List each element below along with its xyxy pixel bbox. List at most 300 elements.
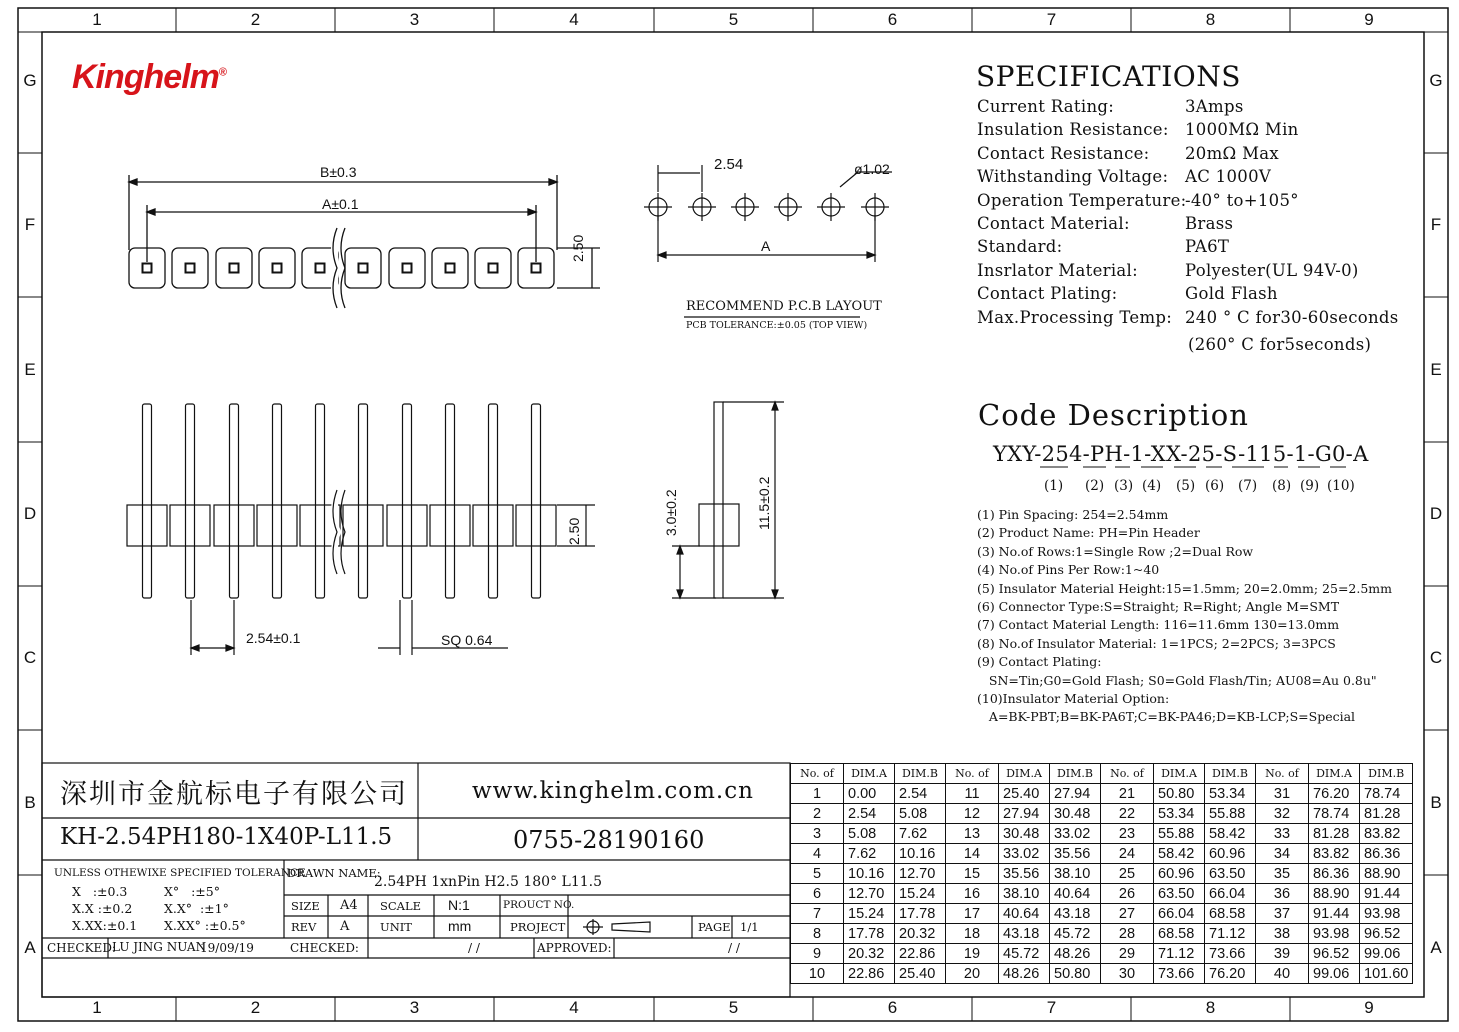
table-row [791, 944, 1413, 964]
dim-b-cell: 71.12 [1205, 924, 1256, 944]
dim-b-cell: 43.18 [1050, 904, 1101, 924]
spec-label: Contact Material: [977, 214, 1130, 233]
spec-label: Insrlator Material: [977, 260, 1138, 280]
dim-no-cell: 14 [946, 844, 999, 864]
dim-a-cell: 76.20 [1309, 784, 1360, 804]
dim-b-cell: 15.24 [895, 884, 946, 904]
dim-a-cell: 33.02 [999, 844, 1050, 864]
dim-table-header: DIM.B [1050, 764, 1101, 784]
rev-label: REV [291, 920, 317, 934]
approved-label: APPROVED: [537, 941, 612, 955]
zone-label-bottom: 7 [1046, 998, 1057, 1017]
size-label: SIZE [291, 899, 320, 913]
top-pin-square [489, 264, 498, 273]
spec-value: (260° C for5seconds) [1188, 335, 1372, 354]
page-value: 1/1 [740, 920, 759, 934]
code-marker: (3) [1114, 478, 1134, 494]
dim-no-cell: 15 [946, 864, 999, 884]
product-label: PROUCT NO. [503, 899, 575, 911]
dim-no-cell: 12 [946, 804, 999, 824]
dim-b-cell: 33.02 [1050, 824, 1101, 844]
dim-a-cell: 99.06 [1309, 964, 1360, 984]
spec-row [1188, 335, 1371, 354]
zone-label-top: 9 [1364, 10, 1374, 29]
pcb-pitch-label: 2.54 [714, 156, 744, 173]
dim-b-cell: 86.36 [1360, 844, 1413, 864]
dim-no-cell: 11 [946, 784, 999, 804]
dim-no-cell: 22 [1101, 804, 1154, 824]
zone-label-right: D [1429, 504, 1443, 523]
code-marker: (6) [1205, 478, 1225, 494]
top-view [129, 175, 600, 308]
dim-a-cell: 78.74 [1309, 804, 1360, 824]
dim-b-cell: 101.60 [1360, 964, 1413, 984]
code-description-line: (10)Insulator Material Option: [977, 691, 1170, 706]
dim-a-cell: 68.58 [1154, 924, 1205, 944]
tolerance-angular: X.XX° :±0.5° [164, 918, 246, 933]
dim-a-cell: 50.80 [1154, 784, 1205, 804]
code-string: YXY-254-PH-1-XX-25-S-115-1-G0-A [993, 442, 1369, 466]
dim-no-cell: 16 [946, 884, 999, 904]
dim-a-cell: 43.18 [999, 924, 1050, 944]
front-pin [403, 404, 412, 598]
website: www.kinghelm.com.cn [472, 778, 754, 804]
code-marker: (9) [1300, 478, 1320, 494]
code-description-line: (5) Insulator Material Height:15=1.5mm; 20=2.0mm; 25=2.5mm [977, 580, 1392, 596]
zone-label-top: 7 [1046, 10, 1057, 29]
dim-b-cell: 5.08 [895, 804, 946, 824]
dim-a-cell: 45.72 [999, 944, 1050, 964]
size-value: A4 [340, 898, 358, 913]
code-description-line: (3) No.of Rows:1=Single Row ;2=Dual Row [977, 543, 1254, 559]
code-description-line: (7) Contact Material Length: 116=11.6mm 130=13.0mm [977, 617, 1340, 633]
table-row [791, 844, 1413, 864]
zone-label-top: 2 [250, 10, 261, 29]
dim-no-cell: 17 [946, 904, 999, 924]
top-pin-housing [216, 248, 252, 288]
zone-label-bottom: 3 [409, 998, 420, 1017]
dim-b-cell: 99.06 [1360, 944, 1413, 964]
top-pin-square [446, 264, 455, 273]
side-height-label: 2.50 [566, 517, 582, 545]
spec-value: PA6T [1185, 237, 1230, 257]
dim-b-cell: 45.72 [1050, 924, 1101, 944]
pcb-title: RECOMMEND P.C.B LAYOUT [686, 299, 882, 314]
dim-table-header: No. of [1256, 764, 1309, 784]
dim-table-header: DIM.B [1360, 764, 1413, 784]
tolerance-angular: X.X° :±1° [164, 901, 229, 916]
zone-label-right: C [1429, 648, 1443, 667]
dim-no-cell: 13 [946, 824, 999, 844]
dim-b-cell: 30.48 [1050, 804, 1101, 824]
code-marker: (1) [1044, 478, 1064, 494]
table-row [791, 904, 1413, 924]
unit-value: mm [448, 918, 472, 934]
top-pin-square [532, 264, 541, 273]
front-pin [489, 404, 498, 598]
top-pin-housing [172, 248, 208, 288]
dim-a-cell: 55.88 [1154, 824, 1205, 844]
dim-table-header: DIM.A [999, 764, 1050, 784]
rev-value: A [340, 919, 350, 934]
sq-dim-label: SQ 0.64 [441, 632, 493, 648]
dim-b-cell: 55.88 [1205, 804, 1256, 824]
dim-no-cell: 6 [791, 884, 844, 904]
zone-label-bottom: 8 [1205, 998, 1216, 1017]
spec-label: Insulation Resistance: [977, 120, 1169, 140]
front-pin [532, 404, 541, 598]
dim-b-cell: 60.96 [1205, 844, 1256, 864]
dim-table-header: DIM.A [844, 764, 895, 784]
spec-label: Current Rating: [977, 97, 1115, 116]
top-height-label: 2.50 [570, 234, 586, 262]
scale-value: N:1 [448, 897, 470, 913]
dim-a-cell: 91.44 [1309, 904, 1360, 924]
dim-no-cell: 30 [1101, 964, 1154, 984]
dim-a-cell: 73.66 [1154, 964, 1205, 984]
dim-no-cell: 38 [1256, 924, 1309, 944]
dim-no-cell: 18 [946, 924, 999, 944]
dim-a-label: A±0.1 [322, 196, 359, 212]
dim-no-cell: 36 [1256, 884, 1309, 904]
dim-no-cell: 40 [1256, 964, 1309, 984]
top-pin-square [186, 264, 195, 273]
table-row [791, 784, 1413, 804]
front-pin [143, 404, 152, 598]
code-marker: (2) [1085, 478, 1105, 494]
dim-a-cell: 63.50 [1154, 884, 1205, 904]
zone-label-left: D [23, 504, 37, 523]
spec-value: 240 ° C for30-60seconds [1185, 307, 1399, 327]
table-row [791, 824, 1413, 844]
dim-a-cell: 60.96 [1154, 864, 1205, 884]
checked1-label: CHECKED: [47, 941, 116, 955]
dim-no-cell: 27 [1101, 904, 1154, 924]
front-pin [230, 404, 239, 598]
zone-label-right: A [1430, 938, 1442, 957]
zone-label-right: F [1430, 215, 1442, 234]
spec-label: Standard: [977, 237, 1063, 257]
dim-a-cell: 25.40 [999, 784, 1050, 804]
code-description-line: (4) No.of Pins Per Row:1~40 [977, 562, 1160, 578]
dim-b-cell: 53.34 [1205, 784, 1256, 804]
dim-table-header: No. of [1101, 764, 1154, 784]
dim-b-cell: 96.52 [1360, 924, 1413, 944]
dim-no-cell: 8 [791, 924, 844, 944]
dim-a-cell: 48.26 [999, 964, 1050, 984]
zone-label-top: 4 [569, 10, 579, 29]
part-number: KH-2.54PH180-1X40P-L11.5 [60, 824, 393, 850]
code-description-line: (6) Connector Type:S=Straight; R=Right; Angle M=SMT [977, 599, 1340, 614]
spec-row [977, 191, 1299, 210]
dim-no-cell: 35 [1256, 864, 1309, 884]
front-pin [316, 404, 325, 598]
dim-a-cell: 5.08 [844, 824, 895, 844]
code-title: Code Description [978, 398, 1249, 432]
dim-no-cell: 28 [1101, 924, 1154, 944]
dim-a-cell: 58.42 [1154, 844, 1205, 864]
zone-label-top: 1 [92, 10, 102, 29]
zone-label-left: E [24, 359, 36, 379]
zone-label-bottom: 2 [250, 998, 261, 1017]
spec-value: Gold Flash [1185, 284, 1278, 304]
spec-row [977, 97, 1244, 116]
dim-table-header: DIM.B [1205, 764, 1256, 784]
dim-a-cell: 12.70 [844, 884, 895, 904]
spec-label: Max.Processing Temp: [977, 307, 1173, 327]
front-pin [446, 404, 455, 598]
zone-label-left: F [24, 215, 36, 234]
dim-no-cell: 33 [1256, 824, 1309, 844]
front-pin-housing [516, 505, 556, 546]
code-marker: (4) [1142, 478, 1162, 494]
dim-a-cell: 7.62 [844, 844, 895, 864]
tolerance-linear: X.X :±0.2 [72, 901, 133, 916]
dim-b-cell: 48.26 [1050, 944, 1101, 964]
dim-b-cell: 73.66 [1205, 944, 1256, 964]
dim-table-header: No. of [791, 764, 844, 784]
dim-b-cell: 58.42 [1205, 824, 1256, 844]
dim-a-cell: 66.04 [1154, 904, 1205, 924]
spec-value: 1000MΩ Min [1185, 120, 1299, 140]
pitch-dim-label: 2.54±0.1 [246, 630, 301, 646]
zone-label-top: 5 [728, 10, 739, 29]
table-row [791, 924, 1413, 944]
dim-a-cell: 20.32 [844, 944, 895, 964]
dim-a-cell: 88.90 [1309, 884, 1360, 904]
spec-row [977, 284, 1278, 303]
code-description-line: SN=Tin;G0=Gold Flash; S0=Gold Flash/Tin; AU08=Au 0.8u" [977, 672, 1377, 688]
zone-label-bottom: 6 [887, 998, 898, 1017]
tolerance-linear: X.XX:±0.1 [72, 918, 138, 933]
front-pin-housing [127, 505, 167, 546]
dim-no-cell: 32 [1256, 804, 1309, 824]
dim-b-cell: 63.50 [1205, 864, 1256, 884]
company-name: 深圳市金航标电子有限公司 [60, 779, 408, 810]
dim-table-header: DIM.A [1154, 764, 1205, 784]
dim-b-cell: 50.80 [1050, 964, 1101, 984]
top-pin-housing [432, 248, 468, 288]
dim-no-cell: 4 [791, 844, 844, 864]
dim-no-cell: 37 [1256, 904, 1309, 924]
top-pin-housing [345, 248, 381, 288]
spec-value: 20mΩ Max [1185, 143, 1280, 163]
zone-label-bottom: 9 [1364, 998, 1374, 1017]
dim-a-cell: 40.64 [999, 904, 1050, 924]
dim-no-cell: 21 [1101, 784, 1154, 804]
dim-b-cell: 93.98 [1360, 904, 1413, 924]
spec-value: -40° to+105° [1185, 190, 1299, 210]
dim-no-cell: 23 [1101, 824, 1154, 844]
code-description-line: (8) No.of Insulator Material: 1=1PCS; 2=2PCS; 3=3PCS [977, 635, 1336, 651]
dim-no-cell: 31 [1256, 784, 1309, 804]
zone-label-left: C [23, 648, 37, 667]
dim-no-cell: 10 [791, 964, 844, 984]
top-pin-housing [389, 248, 425, 288]
zone-label-left: B [24, 792, 36, 812]
dim-b-cell: 27.94 [1050, 784, 1101, 804]
top-pin-housing [475, 248, 511, 288]
dim-b-cell: 66.04 [1205, 884, 1256, 904]
zone-label-right: E [1430, 359, 1442, 379]
front-pin-housing [170, 505, 210, 546]
dim-no-cell: 5 [791, 864, 844, 884]
dim-a-cell: 30.48 [999, 824, 1050, 844]
dim-a-cell: 10.16 [844, 864, 895, 884]
dim-no-cell: 1 [791, 784, 844, 804]
side-low-label: 3.0±0.2 [663, 489, 679, 536]
checked2-label: CHECKED: [290, 941, 359, 955]
kinghelm-logo: Kinghelm® [72, 58, 227, 96]
dim-a-cell: 38.10 [999, 884, 1050, 904]
dim-a-cell: 2.54 [844, 804, 895, 824]
dim-no-cell: 19 [946, 944, 999, 964]
dim-b-cell: 2.54 [895, 784, 946, 804]
code-marker: (8) [1272, 478, 1292, 494]
break-line [341, 228, 345, 308]
dim-b-cell: 12.70 [895, 864, 946, 884]
zone-label-bottom: 4 [569, 998, 579, 1017]
checked1-name: LU JING NUAN [112, 940, 207, 954]
dim-a-cell: 22.86 [844, 964, 895, 984]
pcb-tolerance: PCB TOLERANCE:±0.05 (TOP VIEW) [686, 320, 868, 331]
pcb-dim-label: A [761, 238, 771, 254]
tolerance-title: UNLESS OTHEWIXE SPECIFIED TOLERANCE [54, 867, 306, 879]
dim-table-header: DIM.A [1309, 764, 1360, 784]
top-pin-square [359, 264, 368, 273]
dim-a-cell: 71.12 [1154, 944, 1205, 964]
spec-row [977, 144, 1279, 163]
dim-no-cell: 26 [1101, 884, 1154, 904]
side-total-label: 11.5±0.2 [756, 476, 772, 530]
spec-value: 3Amps [1185, 97, 1244, 116]
spec-row [977, 308, 1399, 327]
dim-table-header: DIM.B [895, 764, 946, 784]
spec-value: AC 1000V [1185, 167, 1272, 187]
dim-no-cell: 9 [791, 944, 844, 964]
phone: 0755-28190160 [513, 826, 705, 854]
top-pin-square [230, 264, 239, 273]
dim-b-cell: 38.10 [1050, 864, 1101, 884]
dim-b-cell: 7.62 [895, 824, 946, 844]
zone-label-right: B [1430, 792, 1442, 812]
dim-a-cell: 53.34 [1154, 804, 1205, 824]
dim-no-cell: 2 [791, 804, 844, 824]
dim-b-label: B±0.3 [320, 164, 357, 180]
zone-label-bottom: 5 [728, 998, 739, 1017]
dim-b-cell: 81.28 [1360, 804, 1413, 824]
dim-a-cell: 0.00 [844, 784, 895, 804]
drawn-value: 2.54PH 1xnPin H2.5 180° L11.5 [374, 874, 602, 890]
spec-row [977, 237, 1229, 256]
code-description-line: (1) Pin Spacing: 254=2.54mm [977, 507, 1169, 522]
code-marker: (5) [1176, 478, 1196, 494]
code-description-line: (9) Contact Plating: [977, 654, 1102, 670]
page-label: PAGE [698, 920, 731, 934]
unit-label: UNIT [380, 920, 412, 934]
front-pin-housing [430, 505, 470, 546]
zone-label-bottom: 1 [92, 998, 102, 1017]
spec-row [977, 214, 1233, 233]
code-description-line: A=BK-PBT;B=BK-PA6T;C=BK-PA46;D=KB-LCP;S=Special [977, 709, 1356, 725]
front-pin [359, 404, 368, 598]
spec-label: Contact Resistance: [977, 143, 1150, 163]
spec-label: Operation Temperature: [977, 190, 1187, 210]
dim-a-cell: 83.82 [1309, 844, 1360, 864]
front-pin-housing [387, 505, 427, 546]
spec-value: Brass [1185, 214, 1234, 233]
zone-label-top: 8 [1205, 10, 1216, 29]
dim-b-cell: 22.86 [895, 944, 946, 964]
code-description-line: (2) Product Name: PH=Pin Header [977, 525, 1200, 541]
pcb-hole-label: ø1.02 [854, 161, 890, 177]
dim-b-cell: 17.78 [895, 904, 946, 924]
tolerance-linear: X :±0.3 [72, 884, 128, 899]
scale-label: SCALE [380, 899, 422, 913]
dim-no-cell: 29 [1101, 944, 1154, 964]
front-pin-housing [257, 505, 297, 546]
spec-row [977, 167, 1271, 186]
zone-label-left: A [24, 938, 36, 957]
dim-no-cell: 39 [1256, 944, 1309, 964]
spec-row [977, 261, 1359, 280]
dim-no-cell: 3 [791, 824, 844, 844]
front-pin-housing [214, 505, 254, 546]
zone-label-top: 6 [887, 10, 898, 29]
top-pin-square [273, 264, 282, 273]
dim-no-cell: 24 [1101, 844, 1154, 864]
dim-b-cell: 20.32 [895, 924, 946, 944]
dim-a-cell: 27.94 [999, 804, 1050, 824]
table-row [791, 864, 1413, 884]
checked2-date: / / [468, 941, 480, 955]
top-pin-square [316, 264, 325, 273]
zone-label-right: G [1429, 70, 1443, 90]
front-pin [273, 404, 282, 598]
table-row [791, 964, 1413, 984]
dim-b-cell: 68.58 [1205, 904, 1256, 924]
code-marker: (10) [1327, 478, 1355, 494]
spec-row [977, 120, 1299, 139]
zone-label-left: G [23, 70, 37, 90]
dim-a-cell: 96.52 [1309, 944, 1360, 964]
table-row [791, 804, 1413, 824]
dim-no-cell: 20 [946, 964, 999, 984]
dim-a-cell: 86.36 [1309, 864, 1360, 884]
top-pin-square [143, 264, 152, 273]
tolerance-angular: X° :±5° [164, 884, 220, 899]
dim-no-cell: 34 [1256, 844, 1309, 864]
front-view [127, 404, 595, 655]
checked1-date: 19/09/19 [200, 941, 254, 955]
drawn-label: DRAWN NAME: [287, 866, 381, 880]
approved-date: / / [728, 941, 740, 955]
specs-title: SPECIFICATIONS [976, 60, 1241, 93]
dim-b-cell: 78.74 [1360, 784, 1413, 804]
dim-b-cell: 25.40 [895, 964, 946, 984]
dim-no-cell: 25 [1101, 864, 1154, 884]
front-pin-housing [343, 505, 383, 546]
dim-b-cell: 35.56 [1050, 844, 1101, 864]
dim-table-header: No. of [946, 764, 999, 784]
dim-b-cell: 83.82 [1360, 824, 1413, 844]
dim-b-cell: 76.20 [1205, 964, 1256, 984]
dim-no-cell: 7 [791, 904, 844, 924]
dim-a-cell: 35.56 [999, 864, 1050, 884]
spec-label: Contact Plating: [977, 284, 1118, 304]
dim-b-cell: 91.44 [1360, 884, 1413, 904]
top-pin-square [403, 264, 412, 273]
